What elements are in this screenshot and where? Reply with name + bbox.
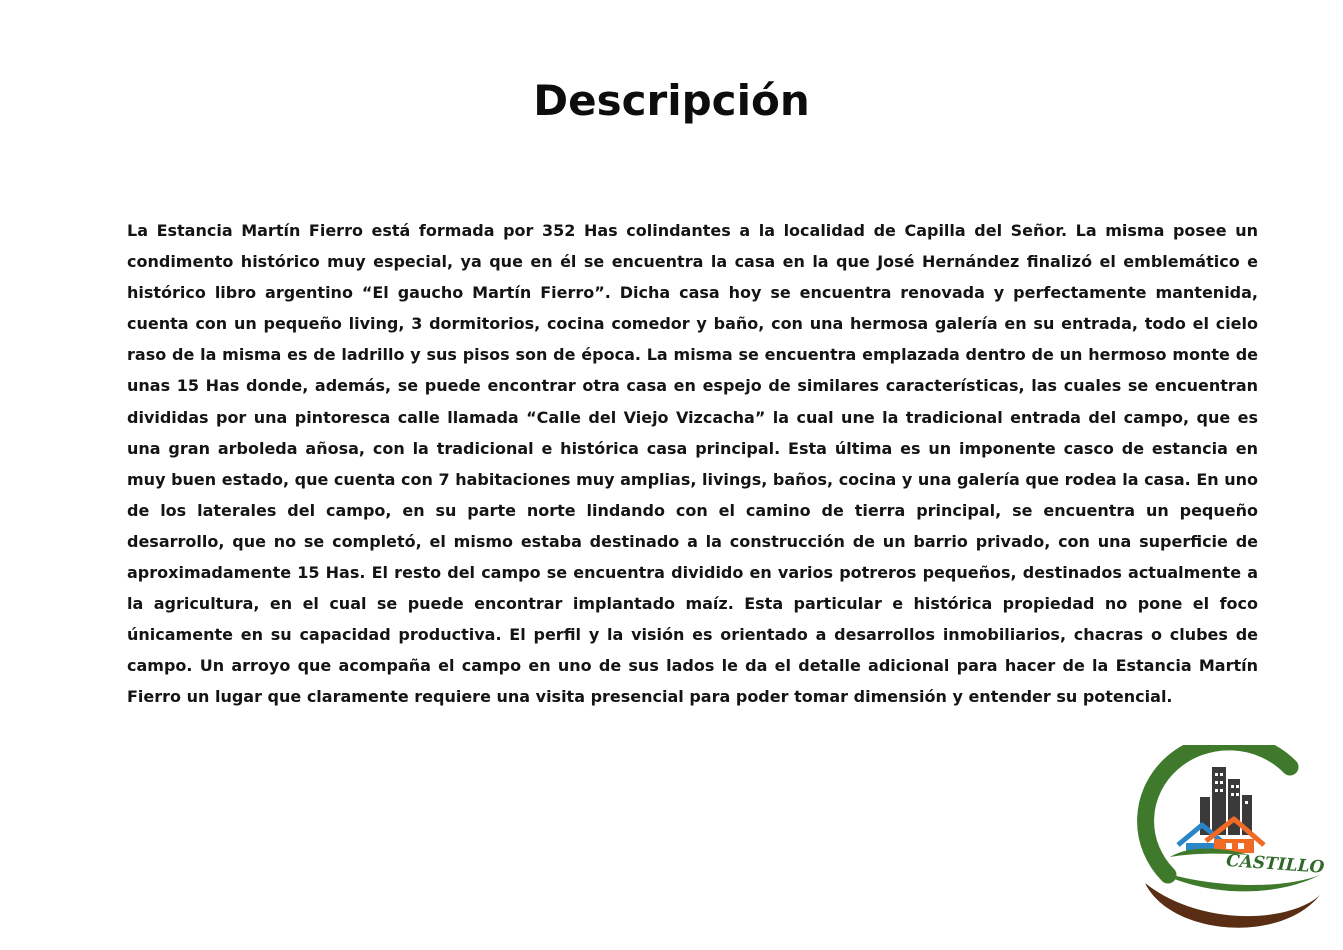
- logo-text: CASTILLO: [1225, 850, 1325, 878]
- page-title: Descripción: [533, 76, 810, 125]
- castillo-logo: [1130, 745, 1335, 940]
- description-paragraph: La Estancia Martín Fierro está formada por 352 Has colindantes a la localidad de Capilla del Señor. La misma posee un condimento histórico muy especial, ya que en él se encuentra la casa en la que José Hernández finalizó el emblemático e histórico libro argentino “El gaucho Martín Fierro”. Dicha casa hoy se encuentra renovada y perfectamente mantenida, cuenta con un pequeño living, 3 dormitorios, cocina comedor y baño, con una hermosa galería en su entrada, todo el cielo raso de la misma es de ladrillo y sus pisos son de época. La misma se encuentra emplazada dentro de un hermoso monte de unas 15 Has donde, además, se puede encontrar otra casa en espejo de similares características, las cuales se encuentran divididas por una pintoresca calle llamada “Calle del Viejo Vizcacha” la cual une la tradicional entrada del campo, que es una gran arboleda añosa, con la tradicional e histórica casa principal. Esta última es un imponente casco de estancia en muy buen estado, que cuenta con 7 habitaciones muy amplias, livings, baños, cocina y una galería que rodea la casa. En uno de los laterales del campo, en su parte norte lindando con el camino de tierra principal, se encuentra un pequeño desarrollo, que no se completó, el mismo estaba destinado a la construcción de un barrio privado, con una superficie de aproximadamente 15 Has. El resto del campo se encuentra dividido en varios potreros pequeños, destinados actualmente a la agricultura, en el cual se puede encontrar implantado maíz. Esta particular e histórica propiedad no pone el foco únicamente en su capacidad productiva. El perfil y la visión es orientado a desarrollos inmobiliarios, chacras o clubes de campo. Un arroyo que acompaña el campo en uno de sus lados le da el detalle adicional para hacer de la Estancia Martín Fierro un lugar que claramente requiere una visita presencial para poder tomar dimensión y entender su potencial.: [127, 221, 1258, 707]
- castillo-logo-icon: [1130, 745, 1335, 940]
